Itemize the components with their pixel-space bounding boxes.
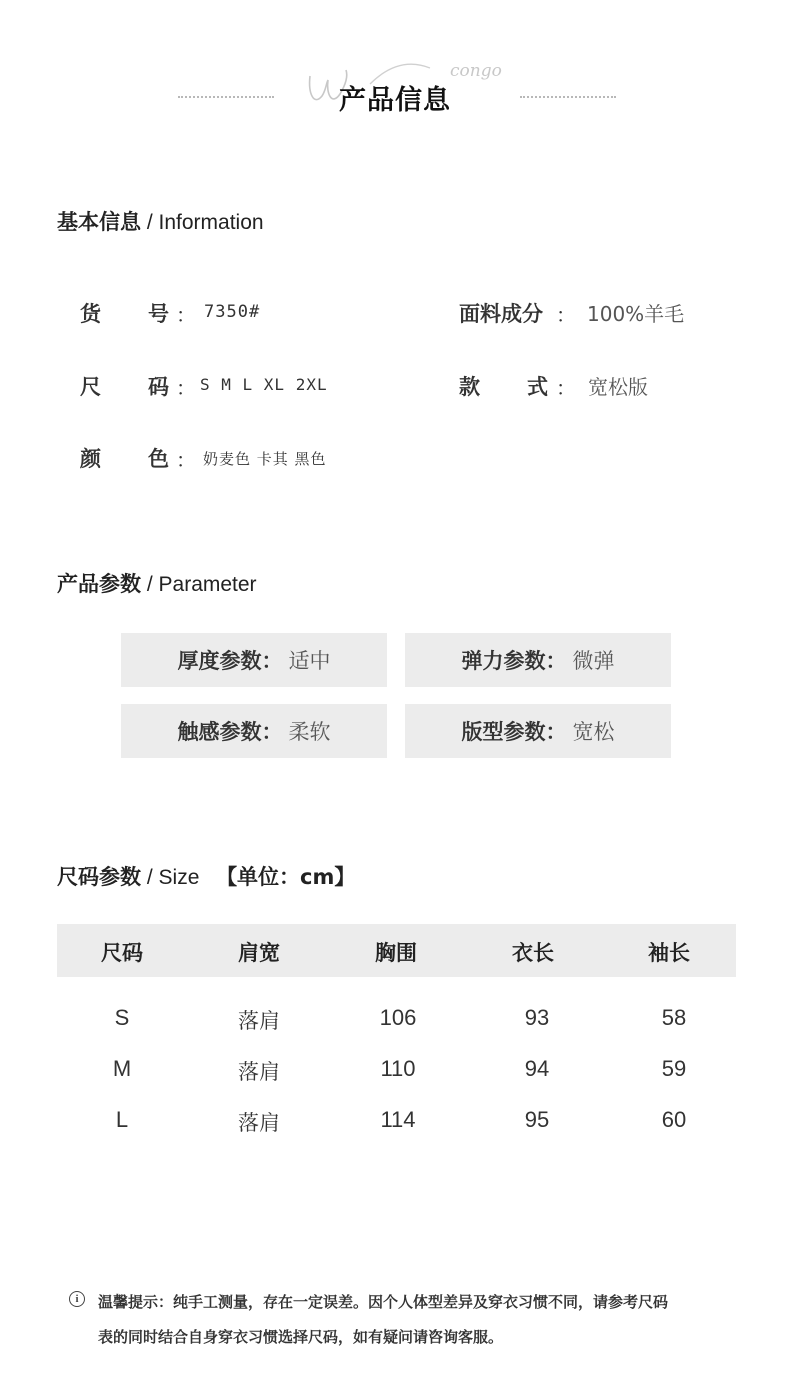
param-touch-key: 触感参数： xyxy=(177,720,283,744)
params-heading-sep: / xyxy=(141,573,159,596)
param-elasticity xyxy=(405,633,671,687)
colon: ： xyxy=(556,303,576,327)
info-row-color xyxy=(0,443,790,483)
table-cell: 58 xyxy=(661,1005,687,1030)
size-heading-sep: / xyxy=(141,866,159,889)
param-elasticity-key: 弹力参数： xyxy=(461,649,567,673)
label-color-c2: 色 xyxy=(148,447,169,471)
param-touch xyxy=(121,704,387,758)
table-cell: 95 xyxy=(524,1107,550,1132)
page-title-block xyxy=(0,60,790,140)
table-cell: 59 xyxy=(661,1056,687,1081)
colon: ： xyxy=(556,376,576,400)
script-deco-text: congo xyxy=(450,61,502,81)
label-item-no-c2: 号 xyxy=(148,302,169,326)
value-style: 宽松版 xyxy=(588,375,648,399)
param-fit-value: 宽松 xyxy=(572,720,615,744)
param-touch-value: 柔软 xyxy=(288,720,331,744)
value-fabric: 100%羊毛 xyxy=(587,302,685,326)
table-cell: 106 xyxy=(379,1005,417,1030)
table-header-cell: 衣长 xyxy=(512,941,554,965)
param-elasticity-value: 微弹 xyxy=(572,649,615,673)
size-heading-unit: 【单位：cm】 xyxy=(216,865,356,889)
note-line-1: 温馨提示：纯手工测量，存在一定误差。因个人体型差异及穿衣习惯不同，请参考尺码 xyxy=(98,1293,669,1311)
param-thickness-value: 适中 xyxy=(288,649,331,673)
table-row xyxy=(57,1107,736,1137)
label-style-c1: 款 xyxy=(459,375,480,399)
colon: ： xyxy=(176,376,196,400)
label-size-c2: 码 xyxy=(148,375,169,399)
param-fit-key: 版型参数： xyxy=(461,720,567,744)
label-color-c1: 颜 xyxy=(80,447,101,471)
table-cell: 落肩 xyxy=(238,1060,280,1084)
table-cell: 落肩 xyxy=(238,1111,280,1135)
basic-heading-sep: / xyxy=(141,211,159,234)
basic-info-heading xyxy=(57,206,264,236)
table-header-cell: 袖长 xyxy=(648,941,690,965)
params-heading-en: Parameter xyxy=(158,573,257,596)
table-cell: S xyxy=(114,1005,130,1030)
size-heading-zh: 尺码参数 xyxy=(57,865,141,889)
note-line-2: 表的同时结合自身穿衣习惯选择尺码，如有疑问请咨询客服。 xyxy=(98,1328,504,1346)
basic-heading-en: Information xyxy=(158,211,264,234)
table-cell: 94 xyxy=(524,1056,550,1081)
table-cell: 93 xyxy=(524,1005,550,1030)
colon: ： xyxy=(176,448,196,472)
size-table-header xyxy=(57,924,736,977)
label-fabric: 面料成分 xyxy=(459,302,543,326)
size-heading xyxy=(57,861,355,891)
info-icon: i xyxy=(69,1291,85,1307)
table-cell: L xyxy=(115,1107,129,1132)
info-row-size xyxy=(0,371,790,411)
label-item-no-c1: 货 xyxy=(80,302,101,326)
table-cell: M xyxy=(112,1056,132,1081)
table-cell: 110 xyxy=(380,1056,416,1081)
table-header-cell: 胸围 xyxy=(375,941,417,965)
params-heading xyxy=(57,568,257,598)
table-row xyxy=(57,1005,736,1035)
table-cell: 60 xyxy=(661,1107,687,1132)
table-header-cell: 尺码 xyxy=(101,941,143,965)
size-heading-en: Size xyxy=(158,866,200,889)
label-size-c1: 尺 xyxy=(80,375,101,399)
page-title: 产品信息 xyxy=(339,85,451,116)
table-row xyxy=(57,1056,736,1086)
params-heading-zh: 产品参数 xyxy=(57,572,141,596)
param-thickness-key: 厚度参数： xyxy=(177,649,283,673)
basic-heading-zh: 基本信息 xyxy=(57,210,141,234)
colon: ： xyxy=(176,303,196,327)
table-cell: 114 xyxy=(380,1107,416,1132)
table-header-cell: 肩宽 xyxy=(238,941,280,965)
param-thickness xyxy=(121,633,387,687)
value-item-no: 7350# xyxy=(204,302,261,322)
label-style-c2: 式 xyxy=(527,375,548,399)
param-fit xyxy=(405,704,671,758)
value-color: 奶麦色 卡其 黑色 xyxy=(203,450,327,468)
info-row-item-no xyxy=(0,298,790,338)
table-cell: 落肩 xyxy=(238,1009,280,1033)
value-size: S M L XL 2XL xyxy=(200,375,328,394)
